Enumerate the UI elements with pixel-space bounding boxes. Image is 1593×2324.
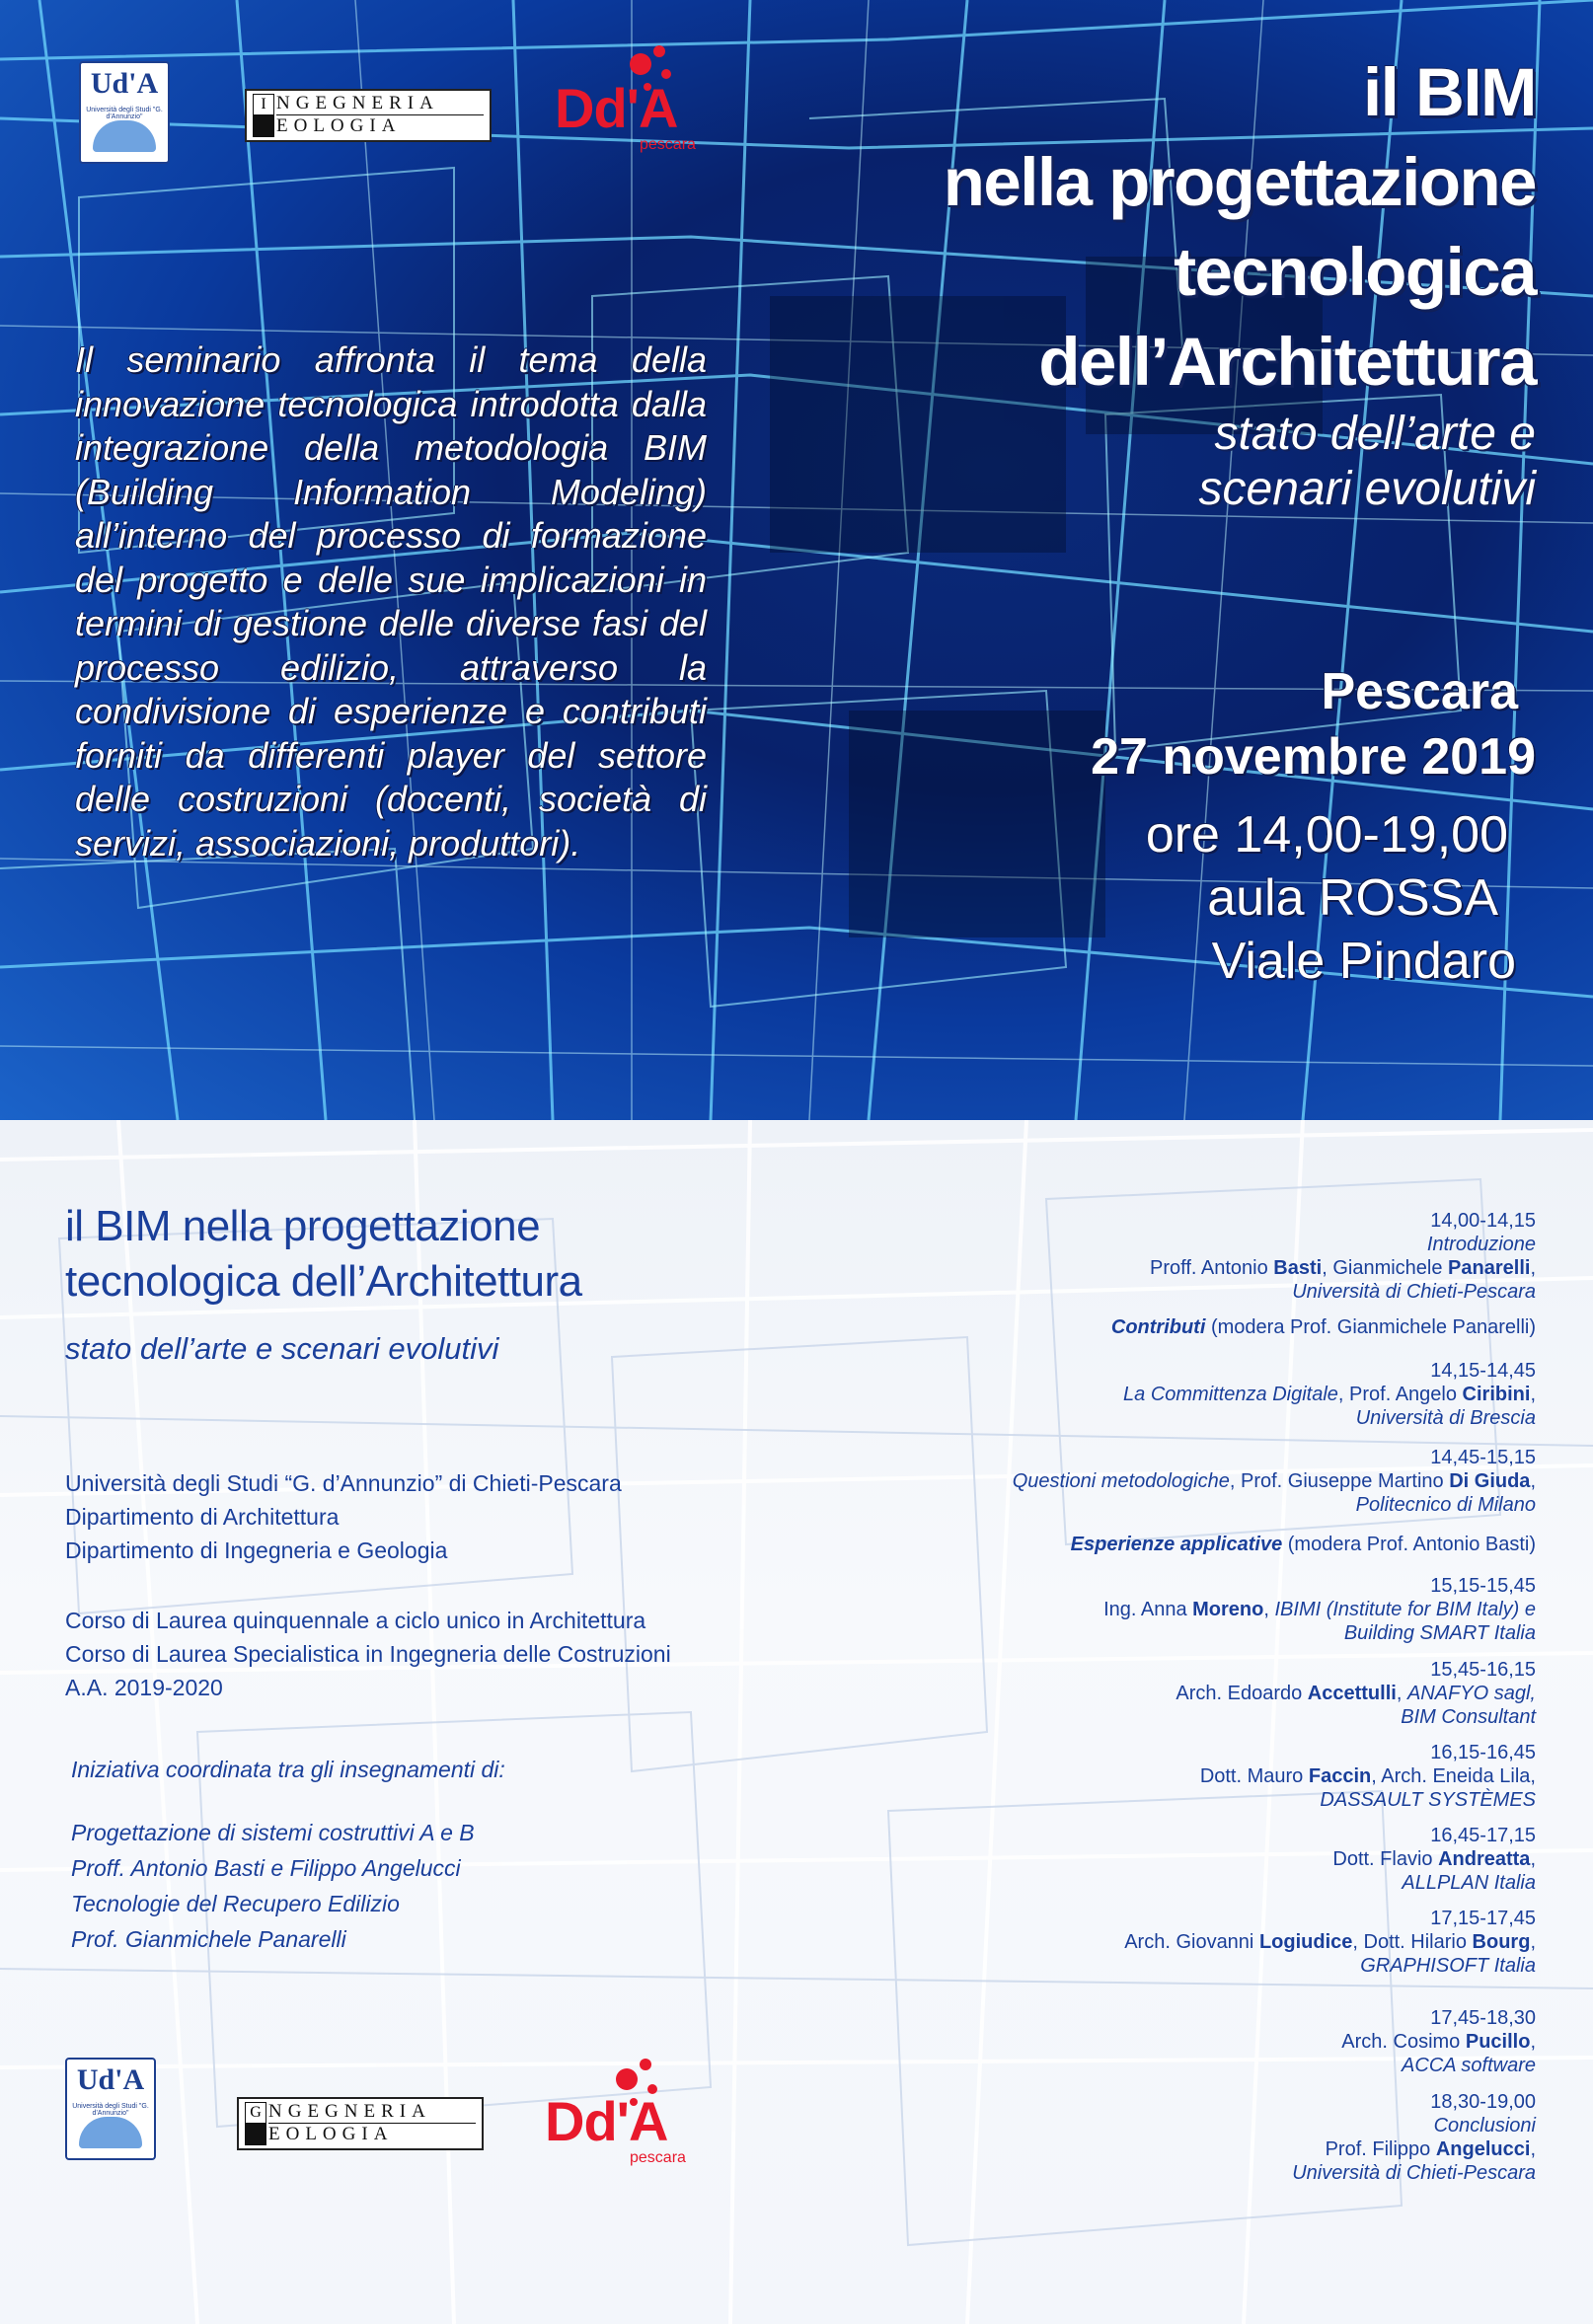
program-time: 16,15-16,45 bbox=[1430, 1742, 1536, 1763]
organizer-line: Dipartimento di Ingegneria e Geologia bbox=[65, 1537, 448, 1563]
organizers bbox=[65, 1466, 622, 1567]
ingegneria-geologia-logo-bottom: G NGEGNERIA EOLOGIA bbox=[237, 2097, 484, 2150]
event-city: Pescara bbox=[1321, 663, 1518, 720]
uda-logo: Ud'A Università degli Studi "G. d'Annunzio" bbox=[79, 61, 166, 164]
program-time: 14,45-15,15 bbox=[1430, 1447, 1536, 1468]
program-item: 16,45-17,15 Dott. Flavio Andreatta, ALLPLAN Italia bbox=[786, 1824, 1536, 1895]
program-topic: Introduzione bbox=[1426, 1234, 1536, 1255]
course-line: Corso di Laurea Specialistica in Ingegneria delle Costruzioni bbox=[65, 1641, 671, 1667]
program-affiliation: Building SMART Italia bbox=[1343, 1622, 1536, 1644]
hero-subtitle-line: stato dell’arte e bbox=[1214, 408, 1536, 460]
program-time: 18,30-19,00 bbox=[1430, 2091, 1536, 2113]
lower-title-line: il BIM nella progettazione bbox=[65, 1202, 541, 1250]
program-section: Contributi (modera Prof. Gianmichele Panarelli) bbox=[1110, 1316, 1536, 1338]
program-time: 17,45-18,30 bbox=[1430, 2007, 1536, 2029]
courses bbox=[65, 1604, 671, 1704]
lower-title-line: tecnologica dell’Architettura bbox=[65, 1257, 582, 1306]
program-affiliation: Università di Chieti-Pescara bbox=[1292, 1281, 1536, 1303]
program-section: Esperienze applicative (modera Prof. Antonio Basti) bbox=[1070, 1534, 1536, 1555]
program-affiliation: Università di Chieti-Pescara bbox=[1292, 2162, 1536, 2184]
initiative-line: Progettazione di sistemi costruttivi A e B bbox=[71, 1820, 475, 1845]
hero-title-line: dell’Architettura bbox=[1038, 324, 1536, 400]
event-date: 27 novembre 2019 bbox=[1091, 728, 1536, 786]
initiative-line: Prof. Gianmichele Panarelli bbox=[71, 1926, 346, 1952]
event-info bbox=[1091, 659, 1536, 993]
initiative bbox=[71, 1752, 505, 1957]
program-item: 16,15-16,45 Dott. Mauro Faccin, Arch. Eneida Lila, DASSAULT SYSTÈMES bbox=[786, 1741, 1536, 1812]
program-time: 14,15-14,45 bbox=[1430, 1360, 1536, 1382]
program-time: 14,00-14,15 bbox=[1430, 1210, 1536, 1232]
ingegneria-geologia-logo: I NGEGNERIA EOLOGIA bbox=[245, 89, 492, 142]
program-affiliation: Politecnico di Milano bbox=[1355, 1494, 1536, 1516]
hero-title-line: il BIM bbox=[1363, 54, 1536, 130]
event-time: ore 14,00-19,00 bbox=[1145, 806, 1508, 863]
program-item: 17,45-18,30 Arch. Cosimo Pucillo, ACCA software bbox=[786, 2006, 1536, 2077]
program-topic: Conclusioni bbox=[1433, 2115, 1536, 2137]
program-item: 14,45-15,15 Questioni metodologiche, Prof. Giuseppe Martino Di Giuda, Politecnico di Milano bbox=[786, 1446, 1536, 1517]
uda-logo-bottom: Ud'A Università degli Studi "G. d'Annunzio" bbox=[65, 2058, 152, 2160]
program-affiliation: BIM Consultant bbox=[1401, 1706, 1536, 1728]
course-line: Corso di Laurea quinquennale a ciclo unico in Architettura bbox=[65, 1608, 646, 1633]
organizer-line: Università degli Studi “G. d’Annunzio” di Chieti-Pescara bbox=[65, 1470, 622, 1496]
lower-subtitle: stato dell’arte e scenari evolutivi bbox=[65, 1331, 499, 1366]
initiative-line: Proff. Antonio Basti e Filippo Angelucci bbox=[71, 1855, 461, 1881]
program-time: 15,45-16,15 bbox=[1430, 1659, 1536, 1681]
program-affiliation: ACCA software bbox=[1402, 2055, 1536, 2076]
program-item: 15,45-16,15 Arch. Edoardo Accettulli, ANAFYO sagl, BIM Consultant bbox=[786, 1658, 1536, 1729]
program-item: 15,15-15,45 Ing. Anna Moreno, IBIMI (Institute for BIM Italy) e Building SMART Italia bbox=[786, 1574, 1536, 1645]
organizer-line: Dipartimento di Architettura bbox=[65, 1504, 340, 1530]
hero-subtitle-line: scenari evolutivi bbox=[1198, 463, 1536, 515]
event-room: aula ROSSA bbox=[1207, 869, 1498, 927]
dda-logo: Dd'A pescara bbox=[555, 43, 693, 154]
program-affiliation: ALLPLAN Italia bbox=[1402, 1872, 1536, 1894]
program-item: 17,15-17,45 Arch. Giovanni Logiudice, Dott. Hilario Bourg, GRAPHISOFT Italia bbox=[786, 1907, 1536, 1978]
program-item: 18,30-19,00 Conclusioni Prof. Filippo Angelucci, Università di Chieti-Pescara bbox=[786, 2090, 1536, 2185]
program-time: 16,45-17,15 bbox=[1430, 1825, 1536, 1846]
event-address: Viale Pindaro bbox=[1211, 933, 1516, 990]
program-affiliation: GRAPHISOFT Italia bbox=[1360, 1955, 1536, 1977]
program-affiliation: Università di Brescia bbox=[1355, 1407, 1536, 1429]
program-time: 17,15-17,45 bbox=[1430, 1908, 1536, 1929]
initiative-heading: Iniziativa coordinata tra gli insegnamenti di: bbox=[71, 1757, 505, 1782]
course-line: A.A. 2019-2020 bbox=[65, 1675, 223, 1700]
program-affiliation: DASSAULT SYSTÈMES bbox=[1320, 1789, 1536, 1811]
program-time: 15,15-15,45 bbox=[1430, 1575, 1536, 1597]
hero-title bbox=[944, 47, 1536, 517]
hero-title-line: nella progettazione bbox=[943, 144, 1536, 220]
hero-panel bbox=[0, 0, 1593, 1120]
dda-logo-bottom: Dd'A pescara bbox=[545, 2057, 683, 2167]
initiative-line: Tecnologie del Recupero Edilizio bbox=[71, 1891, 400, 1916]
hero-title-line: tecnologica bbox=[1174, 234, 1536, 310]
lower-title bbox=[65, 1199, 582, 1369]
program-item: 14,15-14,45 La Committenza Digitale, Prof. Angelo Ciribini, Università di Brescia bbox=[786, 1359, 1536, 1430]
seminar-description: Il seminario affronta il tema della innovazione tecnologica introdotta dalla integrazione della metodologia BIM (Building Information Modeling) all’interno del processo di formazione del progetto e delle sue implicazioni in termini di gestione delle diverse fasi del processo edilizio, attraverso la condivisione di esperienze e contributi forniti da differenti player del settore delle costruzioni (docenti, società di servizi, associazioni, produttori). bbox=[75, 339, 707, 863]
program-item: 14,00-14,15 Introduzione Proff. Antonio Basti, Gianmichele Panarelli, Università di Chieti-Pescara bbox=[786, 1209, 1536, 1304]
